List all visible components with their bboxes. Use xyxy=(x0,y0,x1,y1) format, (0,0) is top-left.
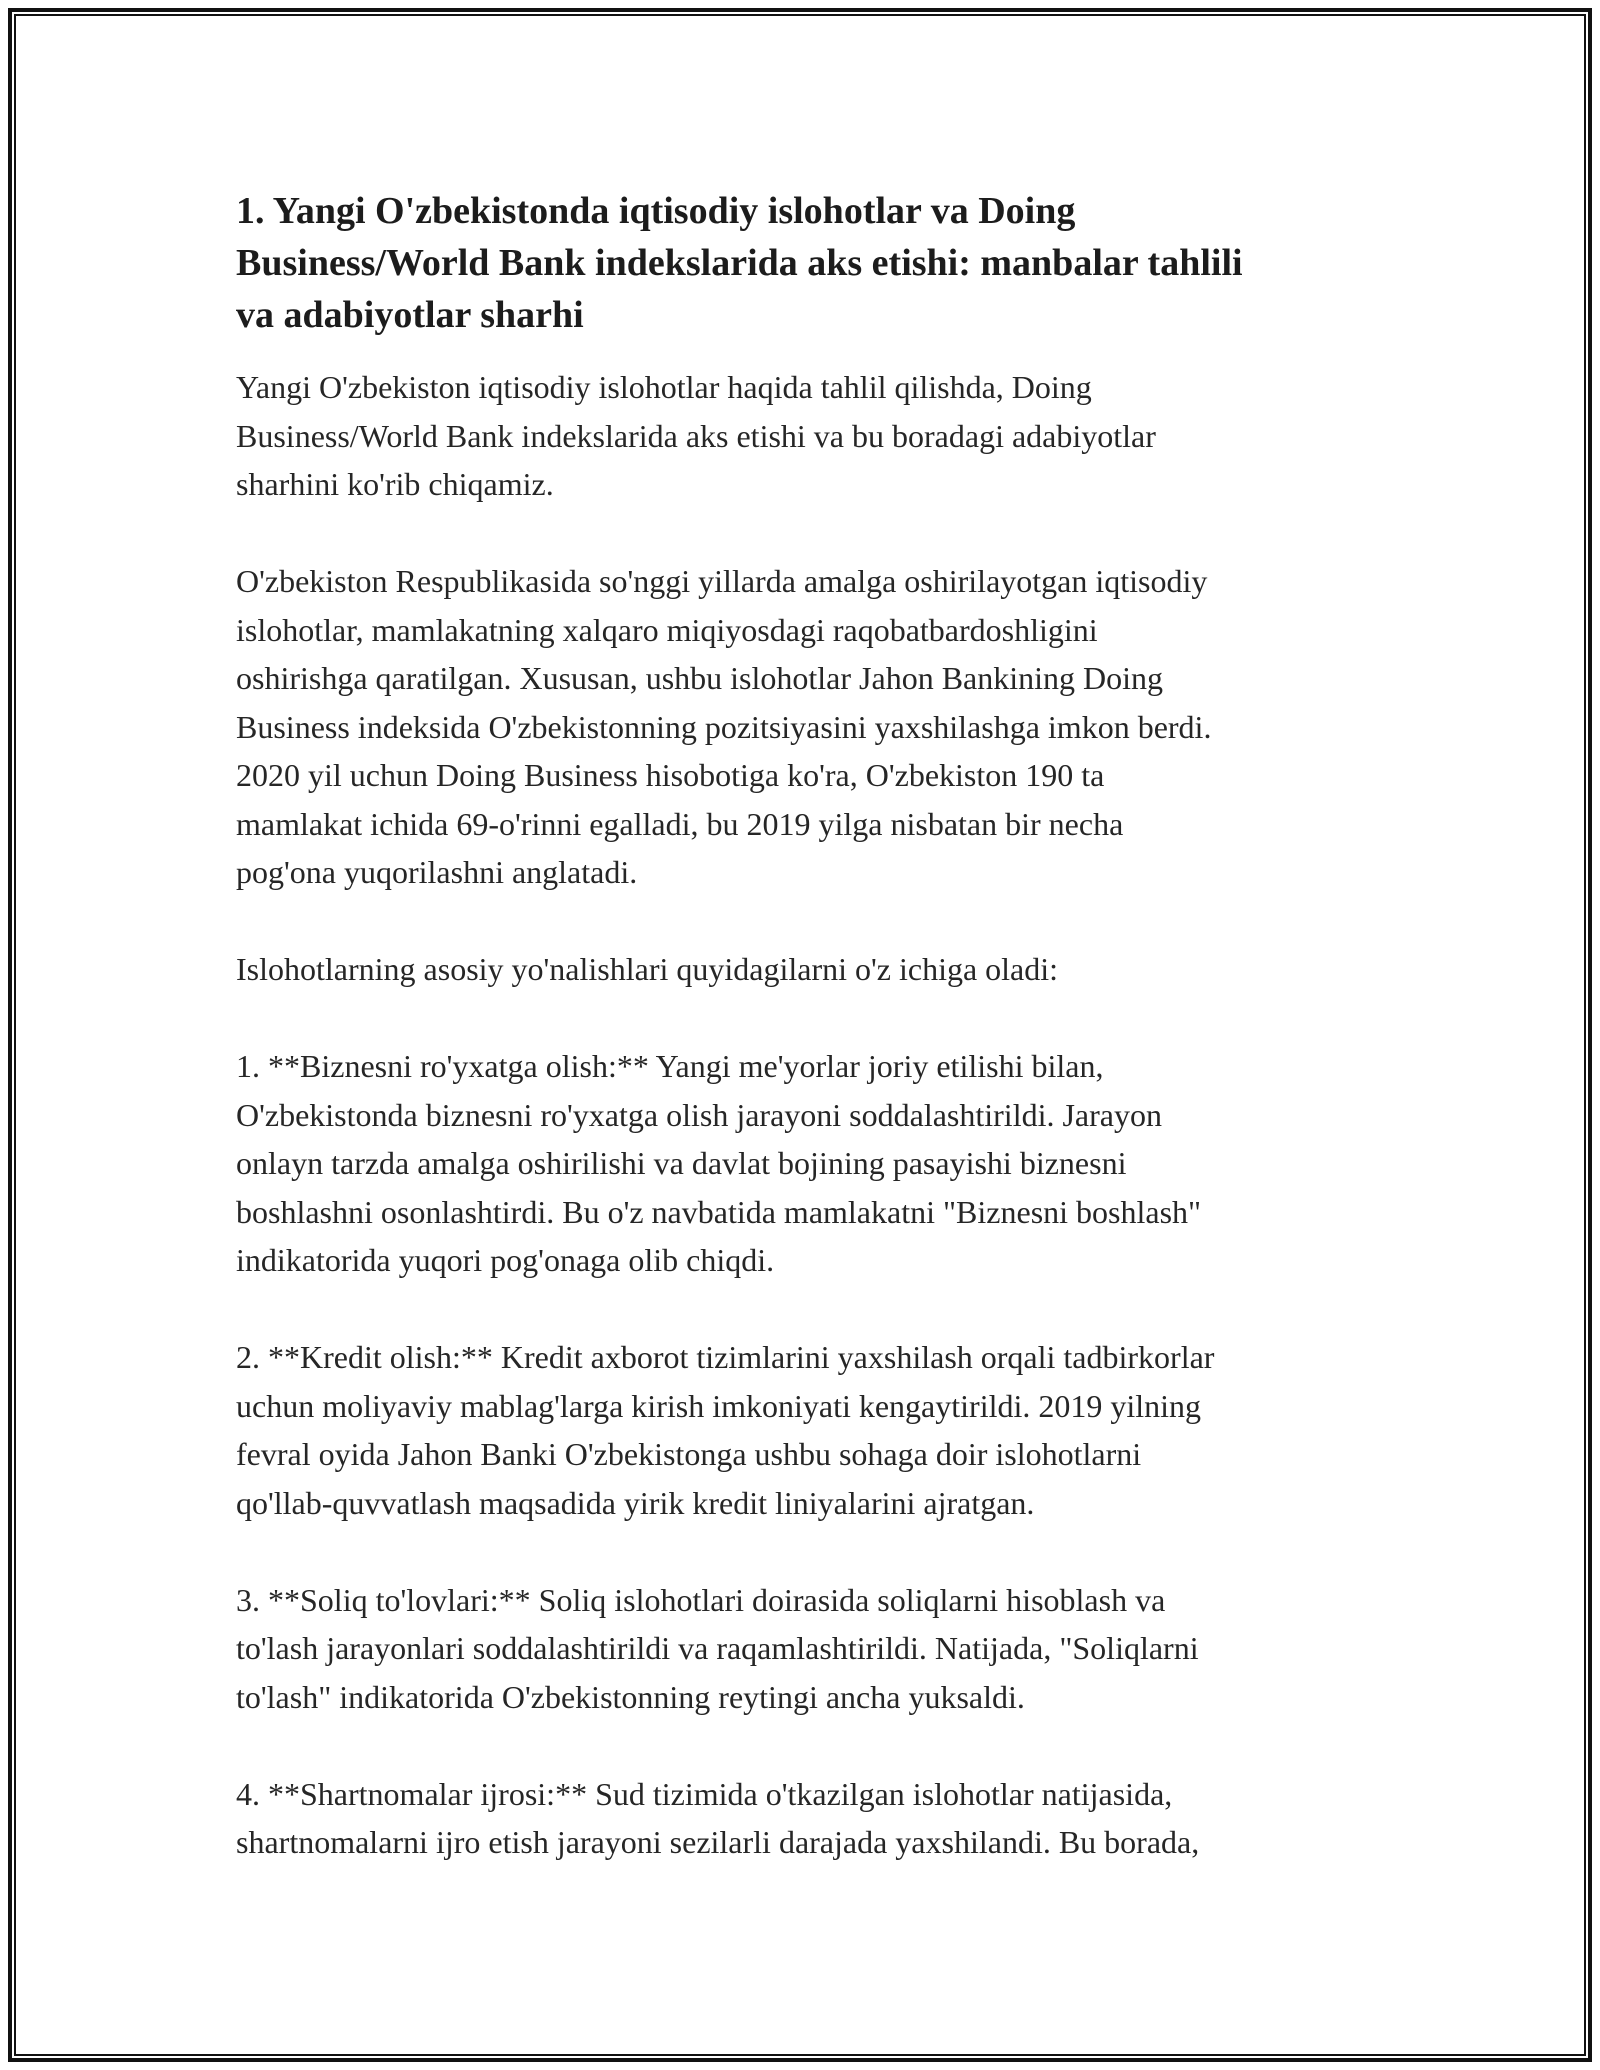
section-heading: 1. Yangi O'zbekistonda iqtisodiy islohotlar va Doing Business/World Bank indekslarida aks etishi: manbalar tahlili va adabiyotlar sharhi xyxy=(236,190,1243,336)
list-intro-paragraph: Islohotlarning asosiy yo'nalishlari quyidagilarni o'z ichiga oladi: xyxy=(236,951,1059,987)
document-body xyxy=(236,185,1366,1867)
list-item-credit: 2. **Kredit olish:** Kredit axborot tizimlarini yaxshilash orqali tadbirkorlar uchun moliyaviy mablag'larga kirish imkoniyati kengaytirildi. 2019 yilning fevral oyida Jahon Banki O'zbekistonga ushbu sohaga doir islohotlarni qo'llab-quvvatlash maqsadida yirik kredit liniyalarini ajratgan. xyxy=(236,1339,1215,1521)
intro-paragraph: Yangi O'zbekiston iqtisodiy islohotlar haqida tahlil qilishda, Doing Business/World Bank indekslarida aks etishi va bu boradagi adabiyotlar sharhini ko'rib chiqamiz. xyxy=(236,369,1156,502)
list-item-business-registration: 1. **Biznesni ro'yxatga olish:** Yangi me'yorlar joriy etilishi bilan, O'zbekistonda biznesni ro'yxatga olish jarayoni soddalashtirildi. Jarayon onlayn tarzda amalga oshirilishi va davlat bojining pasayishi biznesni boshlashni osonlashtirdi. Bu o'z navbatida mamlakatni "Biznesni boshlash" indikatorida yuqori pog'onaga olib chiqdi. xyxy=(236,1048,1202,1278)
list-item-taxes: 3. **Soliq to'lovlari:** Soliq islohotlari doirasida soliqlarni hisoblash va to'lash jarayonlari soddalashtirildi va raqamlashtirildi. Natijada, "Soliqlarni to'lash" indikatorida O'zbekistonning reytingi ancha yuksaldi. xyxy=(236,1581,1199,1715)
list-item-contracts: 4. **Shartnomalar ijrosi:** Sud tizimida o'tkazilgan islohotlar natijasida, shartnomalarni ijro etish jarayoni sezilarli darajada yaxshilandi. Bu borada, xyxy=(236,1775,1200,1860)
context-paragraph: O'zbekiston Respublikasida so'nggi yillarda amalga oshirilayotgan iqtisodiy islohotlar, mamlakatning xalqaro miqiyosdagi raqobatbardoshligini oshirishga qaratilgan. Xususan, ushbu islohotlar Jahon Bankining Doing Business indeksida O'zbekistonning pozitsiyasini yaxshilashga imkon berdi. 2020 yil uchun Doing Business hisobotiga ko'ra, O'zbekiston 190 ta mamlakat ichida 69-o'rinni egalladi, bu 2019 yilga nisbatan bir necha pog'ona yuqorilashni anglatadi. xyxy=(236,563,1212,890)
